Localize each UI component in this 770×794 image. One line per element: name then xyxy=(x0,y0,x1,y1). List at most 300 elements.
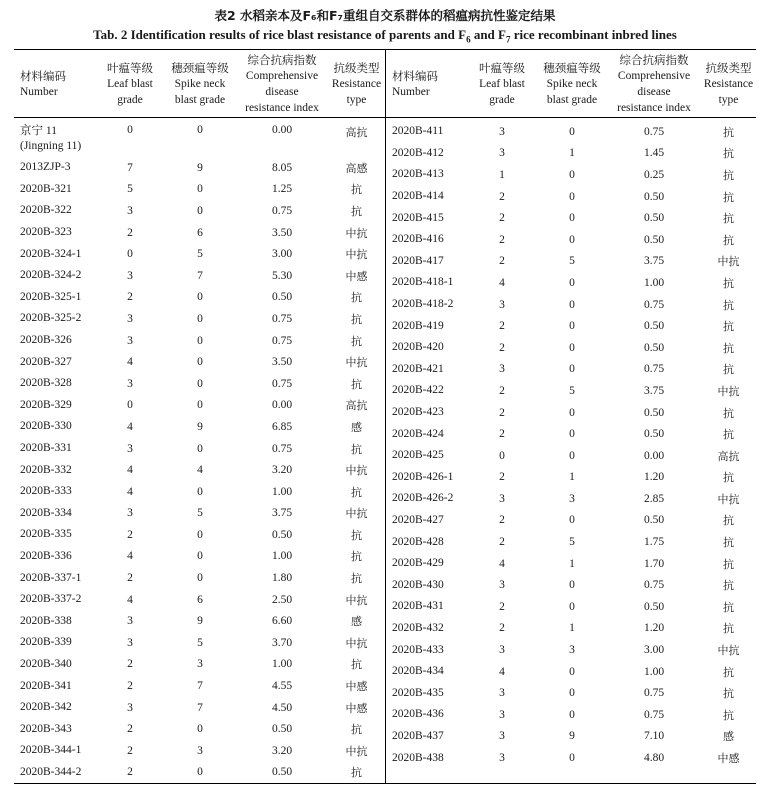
table-row xyxy=(386,661,757,683)
cell-number: 2020B-412 xyxy=(392,146,444,159)
cell-number: 2020B-428 xyxy=(392,535,444,548)
cell-resistance-type: 中抗 xyxy=(345,593,368,607)
cell-resistance-type: 抗 xyxy=(351,312,362,326)
title-en-part: rice recombinant inbred lines xyxy=(510,27,677,42)
cell-spike-grade: 0 xyxy=(197,550,203,563)
header-spike-en-1: Spike neck xyxy=(546,77,598,90)
cell-spike-grade: 0 xyxy=(569,600,575,613)
cell-leaf-grade: 4 xyxy=(499,665,505,678)
cell-leaf-grade: 3 xyxy=(499,125,505,138)
cell-number: 2020B-415 xyxy=(392,211,444,224)
table-row xyxy=(386,143,757,165)
cell-resistance-index: 0.50 xyxy=(643,212,665,225)
cell-resistance-index: 3.50 xyxy=(271,226,293,239)
header-number-en: Number xyxy=(20,85,58,98)
header-leaf-en-1: Leaf blast xyxy=(107,77,153,90)
header-index xyxy=(608,50,700,117)
cell-spike-grade: 3 xyxy=(197,744,203,757)
cell-number: 2020B-435 xyxy=(392,686,444,699)
cell-resistance-index: 4.55 xyxy=(271,680,293,693)
cell-resistance-index: 5.30 xyxy=(271,269,293,282)
cell-resistance-type: 抗 xyxy=(723,428,734,442)
cell-spike-grade: 0 xyxy=(569,579,575,592)
cell-leaf-grade: 3 xyxy=(499,492,505,505)
cell-resistance-index: 0.75 xyxy=(643,298,665,311)
table-row xyxy=(14,330,385,352)
cell-resistance-index: 0.75 xyxy=(643,363,665,376)
cell-resistance-type: 抗 xyxy=(723,406,734,420)
cell-resistance-index: 3.50 xyxy=(271,356,293,369)
table-row xyxy=(14,200,385,222)
cell-resistance-index: 0.50 xyxy=(643,428,665,441)
cell-number: 2020B-429 xyxy=(392,557,444,570)
table-header xyxy=(14,50,756,118)
cell-resistance-type: 抗 xyxy=(351,377,362,391)
header-leaf xyxy=(468,50,536,117)
header-spike-cn: 穗颈瘟等级 xyxy=(171,60,229,75)
cell-leaf-grade: 0 xyxy=(127,248,133,261)
table-title-chinese: 表2 水稻亲本及F₆和F₇重组自交系群体的稻瘟病抗性鉴定结果 xyxy=(214,8,556,23)
cell-resistance-index: 3.75 xyxy=(643,255,665,268)
cell-number: 2020B-340 xyxy=(20,657,72,670)
cell-resistance-index: 0.00 xyxy=(271,399,293,412)
cell-number: 2020B-413 xyxy=(392,168,444,181)
title-en-part: and F xyxy=(470,27,506,42)
cell-resistance-type: 抗 xyxy=(351,485,362,499)
cell-number: 2020B-433 xyxy=(392,643,444,656)
cell-leaf-grade: 4 xyxy=(127,356,133,369)
cell-resistance-type: 抗 xyxy=(723,579,734,593)
cell-spike-grade: 7 xyxy=(197,680,203,693)
cell-leaf-grade: 3 xyxy=(127,636,133,649)
cell-number: 2020B-331 xyxy=(20,442,72,455)
cell-resistance-index: 4.80 xyxy=(643,752,665,765)
cell-resistance-index: 0.75 xyxy=(271,312,293,325)
table-row xyxy=(14,762,385,784)
cell-number: 2020B-341 xyxy=(20,679,72,692)
cell-leaf-grade: 2 xyxy=(127,658,133,671)
cell-resistance-type: 抗 xyxy=(723,514,734,528)
cell-resistance-type: 高抗 xyxy=(345,126,368,139)
cell-resistance-index: 1.75 xyxy=(643,536,665,549)
header-type-cn: 抗级类型 xyxy=(333,60,380,75)
table-row xyxy=(14,121,385,157)
cell-number: 2020B-330 xyxy=(20,420,72,433)
table-row xyxy=(386,272,757,294)
table-row xyxy=(386,726,757,748)
cell-resistance-type: 中抗 xyxy=(345,356,368,370)
cell-number: 2020B-328 xyxy=(20,377,72,390)
cell-leaf-grade: 2 xyxy=(499,320,505,333)
cell-leaf-grade: 3 xyxy=(127,507,133,520)
cell-spike-grade: 5 xyxy=(569,384,575,397)
cell-number: 2013ZJP-3 xyxy=(20,161,71,174)
cell-resistance-type: 抗 xyxy=(351,528,362,542)
cell-number: 2020B-411 xyxy=(392,125,444,138)
cell-number: 2020B-427 xyxy=(392,513,444,526)
table-row xyxy=(386,380,757,402)
cell-resistance-type: 高抗 xyxy=(345,399,368,413)
cell-leaf-grade: 2 xyxy=(499,384,505,397)
table-row xyxy=(386,467,757,489)
cell-resistance-index: 0.50 xyxy=(643,600,665,613)
cell-spike-grade: 0 xyxy=(197,183,203,196)
cell-resistance-type: 感 xyxy=(351,420,362,434)
header-type-en-1: Resistance xyxy=(331,77,382,90)
cell-resistance-index: 3.75 xyxy=(643,384,665,397)
cell-resistance-index: 3.20 xyxy=(271,464,293,477)
table-body xyxy=(14,118,756,783)
cell-spike-grade: 0 xyxy=(197,572,203,585)
cell-number: 2020B-333 xyxy=(20,485,72,498)
table-row xyxy=(14,179,385,201)
cell-resistance-type: 中抗 xyxy=(345,248,368,262)
cell-resistance-index: 8.05 xyxy=(271,161,293,174)
table-title-english xyxy=(0,27,770,45)
cell-spike-grade: 6 xyxy=(197,593,203,606)
header-leaf-cn: 叶瘟等级 xyxy=(107,60,153,75)
cell-spike-grade: 0 xyxy=(569,190,575,203)
table-row xyxy=(14,287,385,309)
cell-resistance-type: 中抗 xyxy=(717,644,740,658)
cell-number: 2020B-337-1 xyxy=(20,571,82,584)
header-spike xyxy=(536,50,608,117)
cell-resistance-type: 中抗 xyxy=(345,636,368,650)
header-type xyxy=(700,50,757,117)
cell-resistance-type: 抗 xyxy=(723,471,734,485)
cell-leaf-grade: 2 xyxy=(127,766,133,779)
header-spike-en-1: Spike neck xyxy=(174,77,226,90)
table-row xyxy=(14,416,385,438)
cell-number: 2020B-437 xyxy=(392,729,444,742)
table-row xyxy=(14,459,385,481)
cell-resistance-type: 抗 xyxy=(723,212,734,226)
cell-spike-grade: 7 xyxy=(197,269,203,282)
cell-resistance-type: 中感 xyxy=(345,269,368,283)
cell-spike-grade: 0 xyxy=(569,212,575,225)
cell-spike-grade: 0 xyxy=(569,665,575,678)
table-body-left xyxy=(14,118,386,783)
cell-leaf-grade: 3 xyxy=(499,298,505,311)
cell-spike-grade: 3 xyxy=(197,658,203,671)
cell-leaf-grade: 5 xyxy=(127,183,133,196)
header-number-en: Number xyxy=(392,85,430,98)
table-row xyxy=(14,697,385,719)
cell-resistance-type: 抗 xyxy=(351,183,362,197)
table-row xyxy=(14,632,385,654)
header-index-cn: 综合抗病指数 xyxy=(619,52,689,67)
cell-number: 2020B-425 xyxy=(392,449,444,462)
cell-resistance-type: 抗 xyxy=(723,298,734,312)
cell-spike-grade: 3 xyxy=(569,644,575,657)
cell-leaf-grade: 2 xyxy=(499,600,505,613)
cell-leaf-grade: 3 xyxy=(127,615,133,628)
cell-number: 2020B-337-2 xyxy=(20,593,82,606)
cell-leaf-grade: 3 xyxy=(499,730,505,743)
resistance-table xyxy=(14,49,756,784)
header-leaf-en-2: grade xyxy=(489,93,515,106)
cell-number: 2020B-321 xyxy=(20,182,72,195)
cell-number: 2020B-419 xyxy=(392,319,444,332)
cell-resistance-type: 高抗 xyxy=(717,449,740,463)
cell-leaf-grade: 2 xyxy=(127,226,133,239)
cell-resistance-type: 感 xyxy=(723,730,734,744)
cell-spike-grade: 4 xyxy=(197,464,203,477)
cell-resistance-index: 0.75 xyxy=(643,125,665,138)
cell-spike-grade: 7 xyxy=(197,701,203,714)
cell-number: 2020B-344-2 xyxy=(20,765,82,778)
cell-resistance-index: 7.10 xyxy=(643,730,665,743)
cell-number: 2020B-339 xyxy=(20,636,72,649)
cell-resistance-type: 抗 xyxy=(723,125,734,139)
header-spike-cn: 穗颈瘟等级 xyxy=(543,60,601,75)
table-row xyxy=(386,704,757,726)
cell-spike-grade: 0 xyxy=(569,298,575,311)
cell-spike-grade: 0 xyxy=(197,204,203,217)
cell-spike-grade: 0 xyxy=(197,124,203,136)
cell-resistance-type: 中感 xyxy=(345,680,368,694)
cell-spike-grade: 0 xyxy=(197,442,203,455)
header-number-cn: 材料编码 xyxy=(392,68,438,83)
header-type-en-2: type xyxy=(718,93,739,106)
cell-resistance-type: 中抗 xyxy=(345,226,368,240)
cell-spike-grade: 0 xyxy=(197,723,203,736)
cell-resistance-type: 中抗 xyxy=(345,507,368,521)
cell-number: 2020B-324-1 xyxy=(20,247,82,260)
cell-leaf-grade: 3 xyxy=(127,312,133,325)
cell-resistance-type: 抗 xyxy=(351,572,362,586)
cell-number: 2020B-426-1 xyxy=(392,470,454,483)
cell-spike-grade: 6 xyxy=(197,226,203,239)
cell-number: 2020B-418-2 xyxy=(392,298,454,311)
table-row xyxy=(14,503,385,525)
title-en-subscript: 6 xyxy=(466,34,471,45)
cell-resistance-type: 抗 xyxy=(723,363,734,377)
table-row xyxy=(14,546,385,568)
cell-number: 2020B-344-1 xyxy=(20,744,82,757)
cell-resistance-type: 抗 xyxy=(351,550,362,564)
table-row xyxy=(386,553,757,575)
table-row xyxy=(386,596,757,618)
cell-leaf-grade: 3 xyxy=(499,687,505,700)
cell-leaf-grade: 2 xyxy=(499,471,505,484)
cell-spike-grade: 0 xyxy=(569,168,575,181)
cell-number: 2020B-420 xyxy=(392,341,444,354)
cell-resistance-type: 抗 xyxy=(723,147,734,161)
cell-leaf-grade: 2 xyxy=(499,212,505,225)
cell-number: 2020B-323 xyxy=(20,226,72,239)
cell-leaf-grade: 4 xyxy=(127,420,133,433)
cell-resistance-type: 中感 xyxy=(717,752,740,766)
cell-leaf-grade: 4 xyxy=(127,593,133,606)
table-row xyxy=(14,373,385,395)
table-row xyxy=(14,395,385,417)
table-row xyxy=(386,207,757,229)
cell-number: 2020B-414 xyxy=(392,190,444,203)
cell-leaf-grade: 2 xyxy=(127,680,133,693)
cell-resistance-type: 中抗 xyxy=(717,384,740,398)
cell-leaf-grade: 7 xyxy=(127,161,133,174)
cell-leaf-grade: 4 xyxy=(127,464,133,477)
cell-number-english: (Jingning 11) xyxy=(20,140,82,152)
cell-resistance-type: 抗 xyxy=(723,276,734,290)
cell-spike-grade: 0 xyxy=(569,687,575,700)
cell-number: 2020B-342 xyxy=(20,701,72,714)
table-row xyxy=(14,157,385,179)
cell-spike-grade: 0 xyxy=(569,125,575,138)
header-number-cn: 材料编码 xyxy=(20,68,66,83)
table-row xyxy=(14,524,385,546)
table-row xyxy=(386,574,757,596)
cell-resistance-type: 高感 xyxy=(345,161,368,175)
cell-spike-grade: 0 xyxy=(197,291,203,304)
cell-leaf-grade: 4 xyxy=(499,276,505,289)
cell-resistance-index: 0.00 xyxy=(643,449,665,462)
cell-resistance-index: 3.00 xyxy=(271,248,293,261)
cell-leaf-grade: 4 xyxy=(499,557,505,570)
table-row xyxy=(386,359,757,381)
cell-spike-grade: 0 xyxy=(197,377,203,390)
header-type xyxy=(328,50,385,117)
cell-spike-grade: 9 xyxy=(197,615,203,628)
cell-number: 2020B-422 xyxy=(392,384,444,397)
cell-spike-grade: 3 xyxy=(569,492,575,505)
cell-leaf-grade: 2 xyxy=(127,572,133,585)
cell-leaf-grade: 3 xyxy=(499,644,505,657)
cell-spike-grade: 0 xyxy=(197,312,203,325)
cell-leaf-grade: 1 xyxy=(499,168,505,181)
header-type-cn: 抗级类型 xyxy=(705,60,752,75)
cell-spike-grade: 5 xyxy=(569,255,575,268)
cell-resistance-type: 抗 xyxy=(723,341,734,355)
table-row xyxy=(386,164,757,186)
header-leaf-cn: 叶瘟等级 xyxy=(479,60,525,75)
cell-resistance-type: 抗 xyxy=(723,233,734,247)
cell-resistance-index: 0.50 xyxy=(643,320,665,333)
cell-spike-grade: 5 xyxy=(197,248,203,261)
cell-resistance-index: 0.50 xyxy=(271,766,293,779)
cell-resistance-index: 0.50 xyxy=(643,233,665,246)
cell-spike-grade: 0 xyxy=(569,276,575,289)
cell-number: 2020B-421 xyxy=(392,362,444,375)
cell-spike-grade: 0 xyxy=(569,406,575,419)
header-index xyxy=(236,50,328,117)
cell-resistance-index: 0.50 xyxy=(643,190,665,203)
cell-resistance-type: 抗 xyxy=(723,622,734,636)
header-index-en-1: Comprehensive xyxy=(245,69,319,82)
cell-spike-grade: 1 xyxy=(569,557,575,570)
header-leaf-en-1: Leaf blast xyxy=(479,77,525,90)
cell-resistance-index: 1.25 xyxy=(271,183,293,196)
cell-resistance-type: 抗 xyxy=(351,723,362,737)
cell-spike-grade: 9 xyxy=(569,730,575,743)
cell-spike-grade: 0 xyxy=(569,514,575,527)
cell-leaf-grade: 2 xyxy=(499,255,505,268)
cell-resistance-type: 抗 xyxy=(723,687,734,701)
cell-resistance-index: 3.20 xyxy=(271,744,293,757)
cell-resistance-index: 0.50 xyxy=(643,514,665,527)
cell-number: 2020B-436 xyxy=(392,708,444,721)
cell-resistance-type: 抗 xyxy=(351,658,362,672)
cell-leaf-grade: 3 xyxy=(499,752,505,765)
cell-number: 2020B-430 xyxy=(392,578,444,591)
table-row xyxy=(386,488,757,510)
header-leaf-en-2: grade xyxy=(117,93,143,106)
cell-spike-grade: 0 xyxy=(197,399,203,412)
cell-number: 2020B-434 xyxy=(392,665,444,678)
header-right xyxy=(386,50,757,117)
header-index-en-2: disease xyxy=(637,85,671,98)
cell-resistance-index: 6.60 xyxy=(271,615,293,628)
table-row xyxy=(14,740,385,762)
table-body-right xyxy=(386,118,757,783)
cell-leaf-grade: 2 xyxy=(499,428,505,441)
table-row xyxy=(14,222,385,244)
cell-resistance-type: 抗 xyxy=(351,442,362,456)
table-row xyxy=(14,610,385,632)
cell-leaf-grade: 2 xyxy=(499,233,505,246)
cell-leaf-grade: 0 xyxy=(499,449,505,462)
table-row xyxy=(386,510,757,532)
cell-leaf-grade: 2 xyxy=(127,723,133,736)
cell-leaf-grade: 3 xyxy=(127,269,133,282)
cell-number: 2020B-329 xyxy=(20,398,72,411)
cell-resistance-index: 0.75 xyxy=(271,334,293,347)
cell-number: 2020B-326 xyxy=(20,334,72,347)
cell-resistance-type: 中感 xyxy=(345,701,368,715)
cell-resistance-index: 0.75 xyxy=(643,687,665,700)
cell-resistance-index: 0.75 xyxy=(643,708,665,721)
cell-spike-grade: 0 xyxy=(197,528,203,541)
cell-leaf-grade: 3 xyxy=(499,579,505,592)
table-row xyxy=(14,308,385,330)
cell-leaf-grade: 2 xyxy=(499,406,505,419)
cell-resistance-type: 抗 xyxy=(723,190,734,204)
cell-number-line: 京宁 11 xyxy=(20,125,57,137)
cell-number: 2020B-417 xyxy=(392,254,444,267)
header-index-en-2: disease xyxy=(265,85,299,98)
cell-spike-grade: 0 xyxy=(569,341,575,354)
table-row xyxy=(386,251,757,273)
cell-resistance-index: 0.25 xyxy=(643,168,665,181)
table-row xyxy=(14,675,385,697)
table-row xyxy=(386,294,757,316)
cell-spike-grade: 0 xyxy=(197,356,203,369)
header-index-en-3: resistance index xyxy=(245,101,319,114)
cell-resistance-type: 抗 xyxy=(351,334,362,348)
cell-resistance-index: 0.00 xyxy=(271,124,293,136)
cell-leaf-grade: 2 xyxy=(499,536,505,549)
cell-leaf-grade: 3 xyxy=(499,708,505,721)
header-number xyxy=(14,50,96,117)
cell-number: 2020B-424 xyxy=(392,427,444,440)
cell-spike-grade: 0 xyxy=(569,752,575,765)
cell-spike-grade: 0 xyxy=(197,766,203,779)
cell-spike-grade: 1 xyxy=(569,147,575,160)
cell-leaf-grade: 3 xyxy=(127,701,133,714)
cell-leaf-grade: 3 xyxy=(127,204,133,217)
cell-resistance-type: 中抗 xyxy=(717,255,740,269)
cell-resistance-type: 抗 xyxy=(723,557,734,571)
cell-resistance-index: 0.75 xyxy=(271,377,293,390)
cell-leaf-grade: 0 xyxy=(127,124,133,136)
cell-leaf-grade: 2 xyxy=(127,528,133,541)
cell-spike-grade: 0 xyxy=(569,233,575,246)
cell-resistance-index: 6.85 xyxy=(271,420,293,433)
cell-resistance-index: 0.50 xyxy=(271,723,293,736)
header-index-en-1: Comprehensive xyxy=(617,69,691,82)
cell-spike-grade: 0 xyxy=(569,449,575,462)
